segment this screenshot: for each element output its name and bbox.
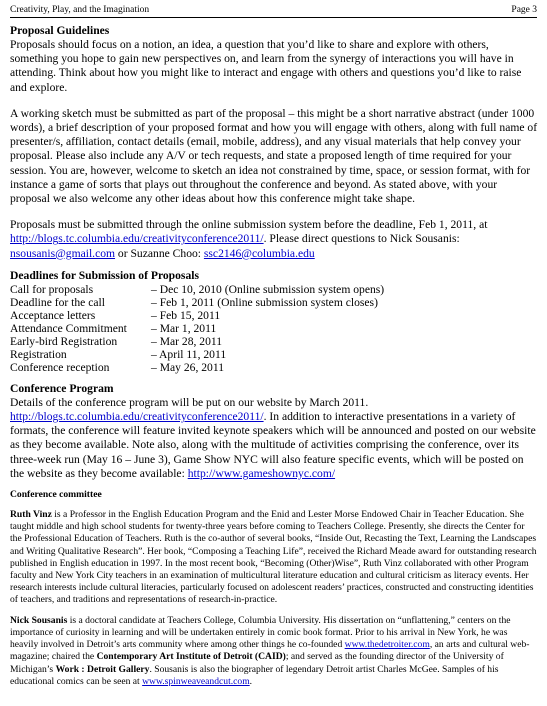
deadline-row	[10, 309, 384, 322]
nick-email-link[interactable]: nsousanis@gmail.com	[10, 246, 116, 260]
program-intro: Details of the conference program will be put on our website by March 2011.	[10, 395, 369, 409]
deadline-label: Call for proposals	[10, 282, 94, 296]
deadline-value: – Dec 10, 2010 (Online submission system opens)	[151, 282, 385, 296]
program-details: . In addition to interactive presentations in a variety of formats, the conference will feature invited keynote speakers which will be announced and posted on our website as they become available. Note also, along with the multitude of activities comprising the conference, over its three-week run (May 16 – June 3), Game Show NYC will also feature specific events, which will be posted on the website as they become available:	[10, 410, 536, 480]
deadline-row	[10, 348, 384, 361]
deadline-value: – April 11, 2011	[151, 347, 227, 361]
sousanis-bio-text-5: .	[249, 675, 253, 687]
submission-text: Proposals must be submitted through the online submission system before the deadline, Feb 1, 2011, at	[10, 218, 488, 232]
sousanis-bio-text-1: is a doctoral candidate at Teachers College, Columbia University. His dissertation on “unflattening,” centers on the importance of curiosity in learning and will be undertaken entirely in comic book format. Prior to his arrival in New York, he was heavily involved in Detroit’s arts community where among other things he co-founded	[10, 614, 511, 651]
deadline-row	[10, 361, 384, 374]
detroiter-link[interactable]: www.thedetroiter.com	[344, 639, 430, 651]
header-divider	[10, 17, 537, 18]
page-header	[10, 3, 537, 17]
caid-name: Contemporary Art Institute of Detroit (CAID)	[96, 651, 286, 663]
deadline-label: Acceptance letters	[10, 308, 96, 322]
program-paragraph	[10, 396, 538, 481]
deadline-row	[10, 296, 384, 309]
deadlines-heading: Deadlines for Submission of Proposals	[10, 268, 199, 282]
header-title: Creativity, Play, and the Imagination	[10, 5, 150, 15]
deadline-row	[10, 335, 384, 348]
sousanis-name: Nick Sousanis	[10, 614, 68, 626]
deadline-label: Attendance Commitment	[10, 321, 127, 335]
deadline-value: – Mar 28, 2011	[151, 334, 223, 348]
sousanis-bio-text-2: , an arts and cultural web-magazine; chaired the	[10, 639, 530, 663]
page-content	[10, 24, 538, 688]
deadline-value: – Feb 15, 2011	[151, 308, 221, 322]
program-site-link[interactable]: http://blogs.tc.columbia.edu/creativityconference2011/	[10, 410, 264, 424]
program-heading: Conference Program	[10, 381, 114, 395]
deadline-value: – May 26, 2011	[151, 360, 224, 374]
deadline-label: Early-bird Registration	[10, 334, 118, 348]
deadlines-table	[10, 283, 384, 374]
sousanis-bio-text-3: ; and served as the founding director of the University of Michigan’s	[10, 651, 504, 675]
sousanis-bio	[10, 615, 538, 688]
deadline-label: Deadline for the call	[10, 295, 105, 309]
sousanis-bio-text-4: . Sousanis is also the biographer of legendary Detroit artist Charles McGee. Samples of his educational comics can be seen at	[10, 663, 499, 687]
deadline-label: Conference reception	[10, 360, 110, 374]
deadline-value: – Mar 1, 2011	[151, 321, 217, 335]
page-number: Page 3	[511, 5, 537, 15]
proposal-paragraph-1: Proposals should focus on a notion, an idea, a question that you’d like to share and explore with others, something you hope to gain new perspectives on, and learn from the synergy of interactions you will have in attending. Think about how you might like to interact and engage with others and questions you’d like to raise and explore.	[10, 38, 522, 94]
vinz-bio-text: is a Professor in the English Education Program and the Enid and Lester Morse Endowed Chair in Teacher Education. She taught middle and high school students for twenty-three years before coming to Teachers College. Presently, she directs the Center for the Professional Education of Teachers. Ruth is the co-author of several books, “Inside Out, Recasting the Text, Learning the Landscapes and Writing Qualitative Research”. Her book, “Composing a Teaching Life”, received the Richard Meade award for outstanding research published in English education in 1997. In the most recent book, “Becoming (Other)Wise”, Ruth Vinz collaborated with other Program faculty and New York City teachers in an examination of multicultural literature education and cultural criticism as literacy events. Her research interests include cultural literacies, particularly focused on adolescent readers’ practices, constructed and constructing identities of teachers, and traditions and representations of research-in-practice.	[10, 509, 537, 606]
deadline-row	[10, 322, 384, 335]
vinz-bio	[10, 509, 538, 607]
vinz-name: Ruth Vinz	[10, 509, 52, 521]
deadline-value: – Feb 1, 2011 (Online submission system closes)	[151, 295, 378, 309]
gallery-name: Work : Detroit Gallery	[55, 663, 150, 675]
gameshow-link[interactable]: http://www.gameshownyc.com/	[187, 466, 336, 480]
committee-heading: Conference committee	[10, 489, 102, 501]
conference-site-link[interactable]: http://blogs.tc.columbia.edu/creativityconference2011/	[10, 232, 264, 246]
proposal-heading: Proposal Guidelines	[10, 24, 110, 37]
suzanne-email-link[interactable]: ssc2146@columbia.edu	[203, 246, 315, 260]
or-text: or Suzanne Choo:	[115, 246, 204, 260]
proposal-paragraph-3	[10, 218, 538, 261]
deadline-row	[10, 283, 384, 296]
proposal-paragraph-2: A working sketch must be submitted as part of the proposal – this might be a short narrative abstract (under 1000 words), a brief description of your proposed format and how you will engage with others, along with full name of presenter/s, affiliation, contact details (email, mobile, address), and any visual materials that help convey your proposal. Please also include any A/V or tech requests, and state a proposed length of time required for your session. You are, however, welcome to sketch an idea not constrained by time, space, or session format, with for instance a game of sorts that plays out throughout the conference and beyond. As stated above, with your proposal we also welcome any other ideas about how this conference might take shape.	[10, 106, 538, 206]
spinweave-link[interactable]: www.spinweaveandcut.com	[142, 675, 250, 687]
deadline-label: Registration	[10, 347, 67, 361]
questions-text: . Please direct questions to Nick Sousanis:	[263, 232, 460, 246]
